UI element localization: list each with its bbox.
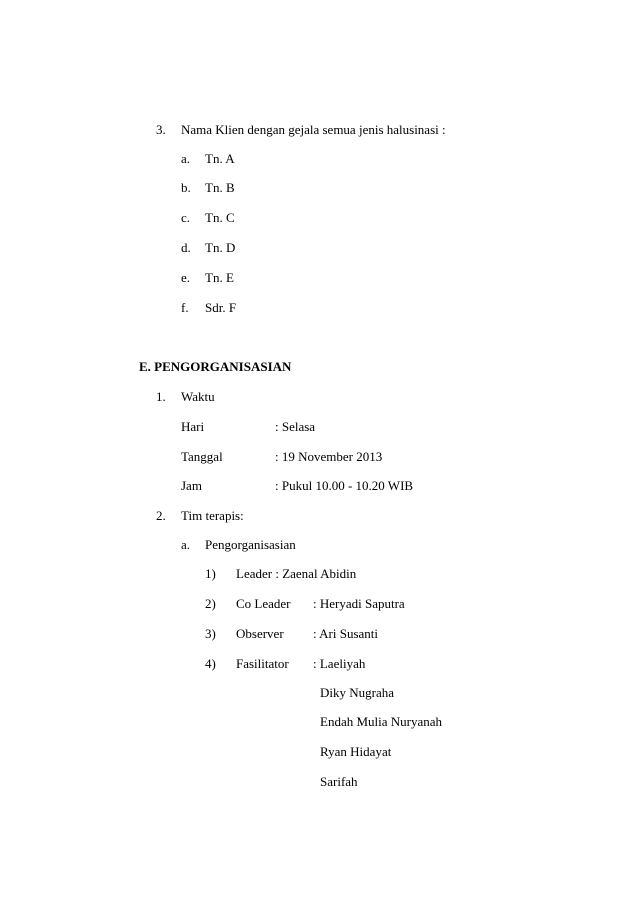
client-name: Tn. B: [205, 180, 235, 195]
role-value: : Ari Susanti: [313, 626, 379, 641]
client-letter: e.: [181, 270, 191, 285]
role-value: : Heryadi Saputra: [313, 596, 405, 611]
sub-letter: a.: [181, 537, 191, 552]
client-name: Tn. E: [205, 270, 234, 285]
role-leader: Leader : Zaenal Abidin: [236, 566, 357, 581]
tim-number: 2.: [156, 508, 166, 523]
role-label: Observer: [236, 626, 284, 641]
waktu-number: 1.: [156, 389, 166, 404]
role-label: Fasilitator: [236, 656, 289, 671]
waktu-key: Jam: [181, 478, 202, 493]
role-number: 4): [205, 656, 216, 671]
role-number: 1): [205, 566, 216, 581]
client-name: Tn. A: [205, 151, 235, 166]
role-label: Co Leader: [236, 596, 291, 611]
client-letter: a.: [181, 151, 191, 166]
client-letter: b.: [181, 180, 191, 195]
client-name: Sdr. F: [205, 300, 237, 315]
waktu-value: : Selasa: [275, 419, 316, 434]
facilitator-name: Endah Mulia Nuryanah: [320, 714, 443, 729]
role-value: : Laeliyah: [313, 656, 366, 671]
item-3-number: 3.: [156, 122, 166, 137]
sub-label: Pengorganisasian: [205, 537, 296, 552]
client-letter: f.: [181, 300, 189, 315]
waktu-value: : 19 November 2013: [275, 449, 383, 464]
tim-label: Tim terapis:: [181, 508, 244, 523]
waktu-key: Tanggal: [181, 449, 223, 464]
section-e-heading: E. PENGORGANISASIAN: [139, 359, 292, 374]
waktu-label: Waktu: [181, 389, 215, 404]
waktu-value: : Pukul 10.00 - 10.20 WIB: [275, 478, 414, 493]
client-name: Tn. C: [205, 210, 235, 225]
role-number: 2): [205, 596, 216, 611]
client-letter: c.: [181, 210, 191, 225]
facilitator-name: Diky Nugraha: [320, 685, 395, 700]
item-3-text: Nama Klien dengan gejala semua jenis halusinasi :: [181, 122, 446, 137]
client-name: Tn. D: [205, 240, 236, 255]
facilitator-name: Sarifah: [320, 774, 358, 789]
client-letter: d.: [181, 240, 191, 255]
facilitator-name: Ryan Hidayat: [320, 744, 392, 759]
waktu-key: Hari: [181, 419, 205, 434]
role-number: 3): [205, 626, 216, 641]
